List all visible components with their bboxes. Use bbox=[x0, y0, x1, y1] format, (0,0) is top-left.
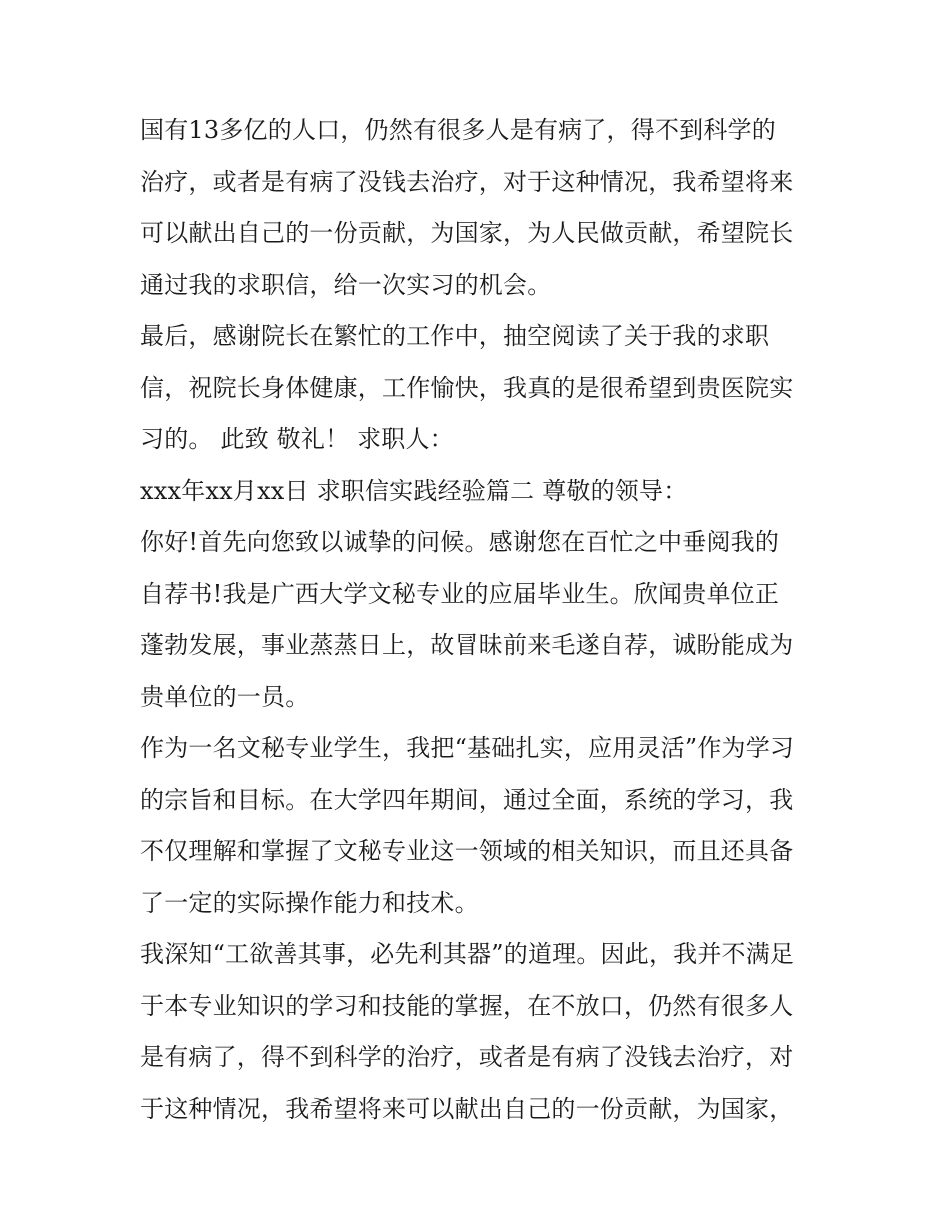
text-line: 可以献出自己的一份贡献，为国家，为人民做贡献，希望院长 bbox=[140, 219, 794, 247]
text-line: 习的。 此致 敬礼！ 求职人： bbox=[140, 425, 454, 453]
text-line: 的宗旨和目标。在大学四年期间，通过全面，系统的学习，我 bbox=[140, 785, 794, 814]
text-line: 作为一名文秘专业学生，我把“基础扎实，应用灵活”作为学习 bbox=[140, 734, 795, 762]
text-line: xxx年xx月xx日 求职信实践经验篇二 尊敬的领导： bbox=[140, 476, 688, 505]
text-line: 蓬勃发展，事业蒸蒸日上，故冒昧前来毛遂自荐，诚盼能成为 bbox=[140, 631, 794, 659]
text-line: 于本专业知识的学习和技能的掌握，在不放口，仍然有很多人 bbox=[140, 991, 794, 1020]
text-line: 贵单位的一员。 bbox=[140, 682, 310, 711]
text-line: 我深知“工欲善其事，必先利其器”的道理。因此，我并不满足 bbox=[140, 940, 795, 968]
text-line: 不仅理解和掌握了文秘专业这一领域的相关知识，而且还具备 bbox=[140, 837, 794, 865]
text-line: 是有病了，得不到科学的治疗，或者是有病了没钱去治疗，对 bbox=[140, 1043, 794, 1071]
text-line: 于这种情况，我希望将来可以献出自己的一份贡献，为国家， bbox=[140, 1094, 794, 1123]
text-line: 你好!首先向您致以诚挚的问候。感谢您在百忙之中垂阅我的 bbox=[140, 528, 780, 556]
text-line: 治疗，或者是有病了没钱去治疗，对于这种情况，我希望将来 bbox=[140, 167, 794, 196]
text-line: 信，祝院长身体健康，工作愉快，我真的是很希望到贵医院实 bbox=[140, 373, 794, 402]
text-line: 了一定的实际操作能力和技术。 bbox=[140, 888, 479, 917]
text-line: 最后，感谢院长在繁忙的工作中，抽空阅读了关于我的求职 bbox=[140, 322, 770, 350]
text-line: 国有13多亿的人口，仍然有很多人是有病了，得不到科学的 bbox=[140, 116, 776, 144]
text-line: 自荐书!我是广西大学文秘专业的应届毕业生。欣闻贵单位正 bbox=[140, 579, 780, 608]
document-body bbox=[140, 105, 820, 1135]
text-line: 通过我的求职信，给一次实习的机会。 bbox=[140, 270, 552, 299]
